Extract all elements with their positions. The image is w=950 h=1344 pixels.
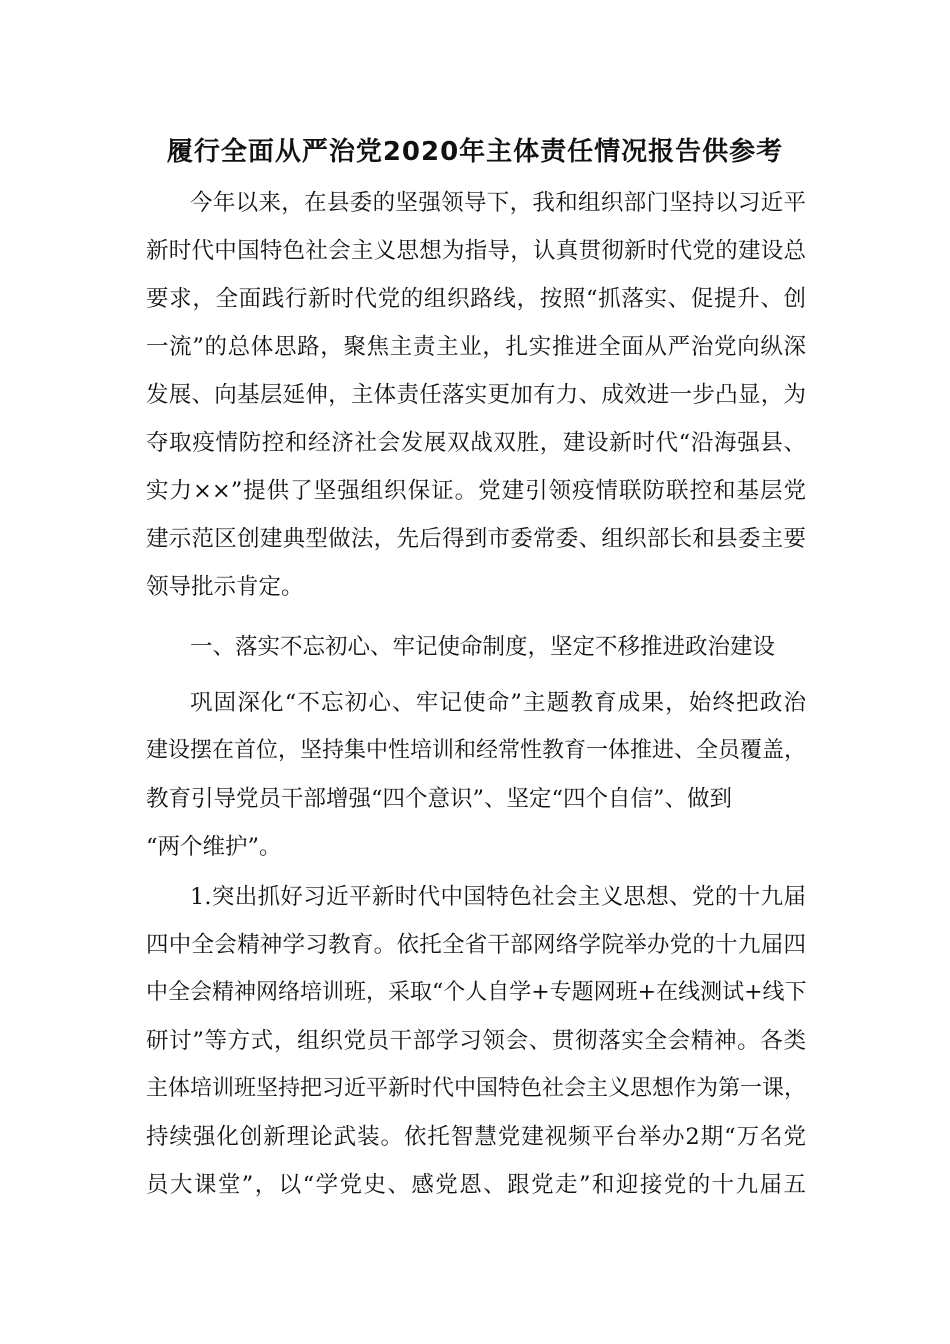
paragraph-line: 持续强化创新理论武装。依托智慧党建视频平台举办2期“万名党 [146, 1124, 806, 1150]
paragraph-line: 员大课堂”，以“学党史、感党恩、跟党走”和迎接党的十九届五 [146, 1172, 806, 1198]
paragraph-line: 教育引导党员干部增强“四个意识”、坚定“四个自信”、做到 [146, 786, 733, 812]
paragraph-line: 中全会精神网络培训班，采取“个人自学+专题网班+在线测试+线下 [146, 980, 807, 1005]
paragraph-line: 1.突出抓好习近平新时代中国特色社会主义思想、党的十九届 [190, 884, 806, 910]
paragraph-line: 夺取疫情防控和经济社会发展双战双胜，建设新时代“沿海强县、 [146, 430, 806, 456]
paragraph-line: 建设摆在首位，坚持集中性培训和经常性教育一体推进、全员覆盖， [146, 738, 807, 763]
paragraph-line: 一流”的总体思路，聚焦主责主业，扎实推进全面从严治党向纵深 [146, 334, 806, 360]
paragraph-line: 四中全会精神学习教育。依托全省干部网络学院举办党的十九届四 [146, 932, 806, 958]
document-title: 履行全面从严治党2020年主体责任情况报告供参考 [166, 137, 784, 167]
paragraph-line: 发展、向基层延伸，主体责任落实更加有力、成效进一步凸显，为 [146, 382, 806, 408]
paragraph-line: 研讨”等方式，组织党员干部学习领会、贯彻落实全会精神。各类 [146, 1028, 806, 1054]
paragraph-line: 今年以来，在县委的坚强领导下，我和组织部门坚持以习近平 [190, 190, 806, 216]
paragraph-line: 要求，全面践行新时代党的组织路线，按照“抓落实、促提升、创 [146, 286, 806, 312]
section-heading: 一、落实不忘初心、牢记使命制度，坚定不移推进政治建设 [190, 634, 776, 660]
paragraph-line: 巩固深化“不忘初心、牢记使命”主题教育成果，始终把政治 [190, 690, 806, 716]
paragraph-line: 主体培训班坚持把习近平新时代中国特色社会主义思想作为第一课， [146, 1076, 807, 1101]
paragraph-line: 实力××”提供了坚强组织保证。党建引领疫情联防联控和基层党 [146, 478, 806, 504]
paragraph-line: 建示范区创建典型做法，先后得到市委常委、组织部长和县委主要 [146, 526, 806, 552]
paragraph-line: 领导批示肯定。 [146, 574, 304, 600]
paragraph-line: “两个维护”。 [146, 834, 282, 860]
paragraph-line: 新时代中国特色社会主义思想为指导，认真贯彻新时代党的建设总 [146, 238, 806, 264]
